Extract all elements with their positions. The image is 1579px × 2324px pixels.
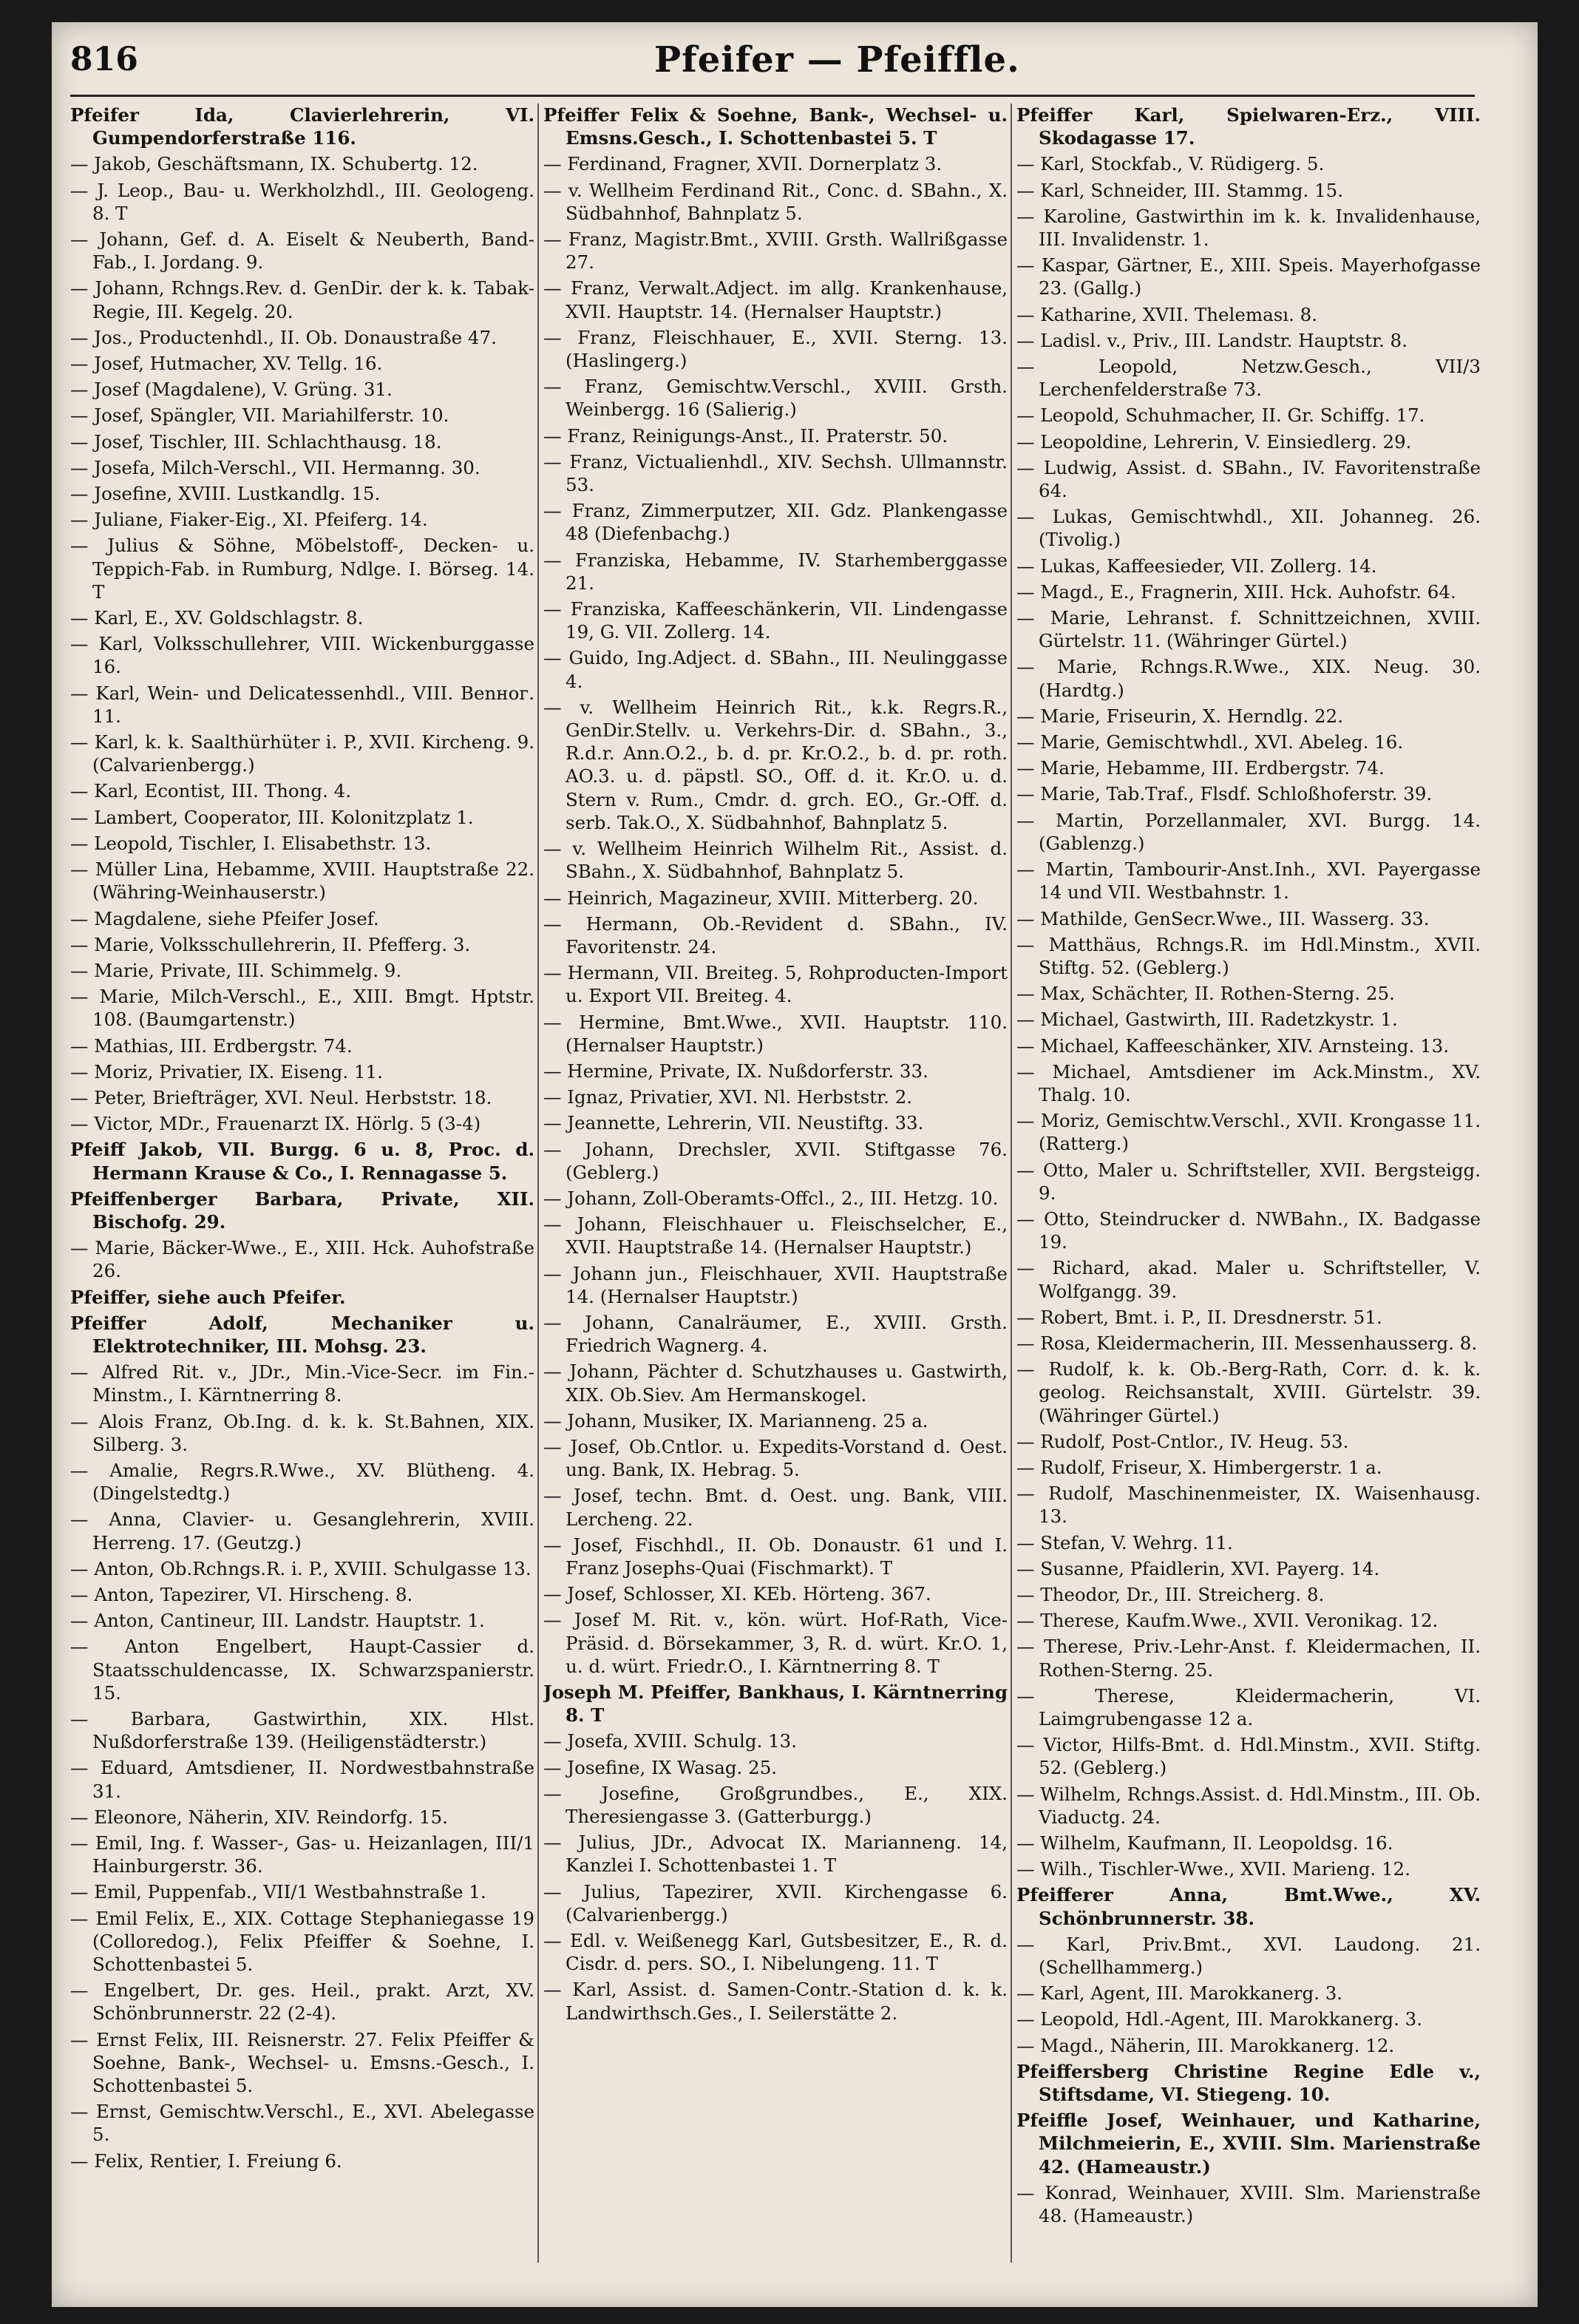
running-head: Pfeifer — Pfeiffle. — [654, 39, 1020, 81]
directory-entry: — Anton, Tapezirer, VI. Hirscheng. 8. — [70, 1583, 413, 1605]
directory-entry: — Emil, Puppenfab., VII/1 Westbahnstraße 1. — [70, 1881, 486, 1903]
directory-entry: — Moriz, Gemischtw.Verschl., XVII. Krongasse 11. (Ratterg.) — [1016, 1110, 1481, 1155]
directory-entry: — Julius, Tapezirer, XVII. Kirchengasse 6. (Calvarienbergg.) — [543, 1880, 1008, 1925]
directory-entry: — Alois Franz, Ob.Ing. d. k. k. St.Bahnen, XIX. Silberg. 3. — [70, 1410, 534, 1455]
directory-entry: — Katharine, XVII. Theleması. 8. — [1016, 303, 1318, 325]
directory-entry: — Eleonore, Näherin, XIV. Reindorfg. 15. — [70, 1806, 448, 1828]
directory-entry: — Anton, Cantineur, III. Landstr. Hauptstr. 1. — [70, 1610, 485, 1632]
directory-entry: — Mathias, III. Erdbergstr. 74. — [70, 1034, 353, 1057]
directory-entry: — Konrad, Weinhauer, XVIII. Slm. Marienstraße 48. (Hameaustr.) — [1016, 2181, 1481, 2227]
directory-entry: — Michael, Kaffeeschänker, XIV. Arnsteing. 13. — [1016, 1034, 1449, 1057]
directory-entry: — Julius, JDr., Advocat IX. Marianneng. 14, Kanzlei I. Schottenbastei 1. T — [543, 1832, 1008, 1877]
directory-entry: — Stefan, V. Wehrg. 11. — [1016, 1531, 1233, 1554]
directory-entry: — Marie, Hebamme, III. Erdbergstr. 74. — [1016, 757, 1385, 779]
directory-entry: — Jos., Productenhdl., II. Ob. Donaustraße 47. — [70, 326, 497, 348]
directory-entry: — Karoline, Gastwirthin im k. k. Invalidenhause, III. Invalidenstr. 1. — [1016, 205, 1481, 251]
directory-entry: — Otto, Maler u. Schriftsteller, XVII. Bergsteigg. 9. — [1016, 1159, 1481, 1204]
directory-entry: — Rudolf, k. k. Ob.-Berg-Rath, Corr. d. k. k. geolog. Reichsanstalt, XVIII. Gürtelstr. 39. (Währinger Gürtel.) — [1016, 1358, 1481, 1426]
directory-entry: — Victor, MDr., Frauenarzt IX. Hörlg. 5 (3-4) — [70, 1113, 481, 1135]
directory-entry: Pfeiffersberg Christine Regine Edle v., Stiftsdame, VI. Stiegeng. 10. — [1016, 2060, 1481, 2106]
directory-entry: — Victor, Hilfs-Bmt. d. Hdl.Minstm., XVII. Stiftg. 52. (Geblerg.) — [1016, 1734, 1481, 1779]
directory-entry: — Lambert, Cooperator, III. Kolonitzplatz 1. — [70, 806, 474, 828]
directory-entry: — Julius & Söhne, Möbelstoff-, Decken- u. Teppich-Fab. in Rumburg, Ndlge. I. Börseg. 14. T — [70, 535, 534, 603]
directory-entry: — Johann, Drechsler, XVII. Stiftgasse 76. (Geblerg.) — [543, 1138, 1008, 1183]
directory-entry: — Marie, Gemischtwhdl., XVI. Abeleg. 16. — [1016, 731, 1404, 753]
directory-entry: — Rudolf, Maschinenmeister, IX. Waisenhausg. 13. — [1016, 1483, 1481, 1528]
directory-entry: — Johann, Fleischhauer u. Fleischselcher, E., XVII. Hauptstraße 14. (Hernalser Hauptstr.) — [543, 1213, 1008, 1258]
directory-entry: — Marie, Tab.Traf., Flsdf. Schloßhoferstr. 39. — [1016, 783, 1433, 805]
directory-entry: — Engelbert, Dr. ges. Heil., prakt. Arzt, XV. Schönbrunnerstr. 22 (2-4). — [70, 1979, 534, 2025]
directory-entry: — Johann, Canalräumer, E., XVIII. Grsth. Friedrich Wagnerg. 4. — [543, 1311, 1008, 1357]
directory-entry: — Johann jun., Fleischhauer, XVII. Hauptstraße 14. (Hernalser Hauptstr.) — [543, 1262, 1008, 1307]
directory-entry: — Leopold, Tischler, I. Elisabethstr. 13. — [70, 832, 432, 854]
directory-entry: — Marie, Friseurin, X. Herndlg. 22. — [1016, 705, 1344, 727]
column-divider — [537, 104, 539, 2263]
directory-entry: — Ignaz, Privatier, XVI. Nl. Herbststr. 2. — [543, 1086, 913, 1108]
directory-entry: — Josefa, Milch-Verschl., VII. Hermanng. 30. — [70, 456, 481, 478]
directory-entry: — Eduard, Amtsdiener, II. Nordwestbahnstraße 31. — [70, 1757, 534, 1802]
directory-entry: — Leopold, Netzw.Gesch., VII/3 Lerchenfelderstraße 73. — [1016, 356, 1481, 401]
directory-entry: — Franziska, Kaffeeschänkerin, VII. Lindengasse 19, G. VII. Zollerg. 14. — [543, 598, 1008, 643]
directory-entry: — J. Leop., Bau- u. Werkholzhdl., III. Geologeng. 8. T — [70, 179, 534, 224]
directory-entry: — Josef M. Rit. v., kön. würt. Hof-Rath, Vice-Präsid. d. Börsekammer, 3, R. d. würt. Kr.O. 1, u. d. würt. Friedr.O., I. Kärntnerring 8. T — [543, 1609, 1008, 1677]
directory-entry: — Barbara, Gastwirthin, XIX. Hlst. Nußdorferstraße 139. (Heiligenstädterstr.) — [70, 1708, 534, 1753]
directory-entry: — Karl, E., XV. Goldschlagstr. 8. — [70, 607, 364, 629]
directory-entry: — Amalie, Regrs.R.Wwe., XV. Blütheng. 4. (Dingelstedtg.) — [70, 1459, 534, 1505]
directory-entry: — Karl, Wein- und Delicatessenhdl., VIII. Benног. 11. — [70, 682, 534, 727]
directory-entry: — Leopold, Hdl.-Agent, III. Marokkanerg. 3. — [1016, 2008, 1423, 2030]
directory-entry: Pfeiff Jakob, VII. Burgg. 6 u. 8, Proc. d. Hermann Krause & Co., I. Rennagasse 5. — [70, 1139, 534, 1184]
directory-entry: — v. Wellheim Ferdinand Rit., Conc. d. SBahn., X. Südbahnhof, Bahnplatz 5. — [543, 179, 1008, 224]
directory-entry: — Emil Felix, E., XIX. Cottage Stephaniegasse 19 (Colloredog.), Felix Pfeiffer & Soehne, I. Schottenbastei 5. — [70, 1907, 534, 1976]
directory-entry: — Ernst Felix, III. Reisnerstr. 27. Felix Pfeiffer & Soehne, Bank-, Wechsel- u. Emsns.-Gesch., I. Schottenbastei 5. — [70, 2028, 534, 2097]
directory-entry: Pfeiffer Karl, Spielwaren-Erz., VIII. Skodagasse 17. — [1016, 104, 1481, 149]
directory-entry: — Jakob, Geschäftsmann, IX. Schubertg. 12. — [70, 153, 478, 175]
directory-entry: — Josef, Schlosser, XI. KEb. Hörteng. 367. — [543, 1583, 931, 1605]
directory-entry: — Josef (Magdalene), V. Grüng. 31. — [70, 379, 393, 401]
directory-entry: — Lukas, Gemischtwhdl., XII. Johanneg. 26. (Tivolig.) — [1016, 506, 1481, 551]
directory-entry: — Wilhelm, Rchngs.Assist. d. Hdl.Minstm., III. Ob. Viaductg. 24. — [1016, 1783, 1481, 1828]
directory-entry: — Max, Schächter, II. Rothen-Sterng. 25. — [1016, 983, 1395, 1005]
directory-entry: — Marie, Rchngs.R.Wwe., XIX. Neug. 30. (Hardtg.) — [1016, 656, 1481, 701]
directory-entry: Pfeiffer, siehe auch Pfeifer. — [70, 1286, 346, 1308]
directory-entry: Joseph M. Pfeiffer, Bankhaus, I. Kärntnerring 8. T — [543, 1681, 1008, 1727]
header-rule — [70, 95, 1475, 97]
directory-entry: — Josef, Fischhdl., II. Ob. Donaustr. 61 und I. Franz Josephs-Quai (Fischmarkt). T — [543, 1534, 1008, 1579]
directory-entry: — Richard, akad. Maler u. Schriftsteller, V. Wolfgangg. 39. — [1016, 1257, 1481, 1302]
column-1 — [70, 104, 534, 2263]
directory-entry: Pfeiffenberger Barbara, Private, XII. Bischofg. 29. — [70, 1188, 534, 1233]
column-3 — [1016, 104, 1481, 2263]
directory-entry: — Johann, Pächter d. Schutzhauses u. Gastwirth, XIX. Ob.Siev. Am Hermanskogel. — [543, 1361, 1008, 1406]
directory-entry: — Josefa, XVIII. Schulg. 13. — [543, 1730, 798, 1752]
directory-entry: Pfeiffer Adolf, Mechaniker u. Elektrotechniker, III. Mohsg. 23. — [70, 1312, 534, 1357]
directory-entry: — Karl, Econtist, III. Thong. 4. — [70, 780, 352, 802]
directory-entry: — v. Wellheim Heinrich Wilhelm Rit., Assist. d. SBahn., X. Südbahnhof, Bahnplatz 5. — [543, 838, 1008, 883]
directory-entry: — Franziska, Hebamme, IV. Starhemberggasse 21. — [543, 549, 1008, 594]
directory-entry: — Franz, Zimmerputzer, XII. Gdz. Plankengasse 48 (Diefenbachg.) — [543, 500, 1008, 545]
directory-entry: — Karl, Volksschullehrer, VIII. Wickenburggasse 16. — [70, 633, 534, 678]
directory-entry: — Leopoldine, Lehrerin, V. Einsiedlerg. 29. — [1016, 430, 1412, 453]
directory-entry: — Franz, Victualienhdl., XIV. Sechsh. Ullmannstr. 53. — [543, 450, 1008, 496]
directory-entry: — Magdalene, siehe Pfeifer Josef. — [70, 907, 379, 929]
directory-entry: — Lukas, Kaffeesieder, VII. Zollerg. 14. — [1016, 555, 1377, 577]
directory-entry: — Josef, Spängler, VII. Mariahilferstr. 10. — [70, 404, 449, 427]
directory-entry: — Hermine, Bmt.Wwe., XVII. Hauptstr. 110. (Hernalser Hauptstr.) — [543, 1011, 1008, 1056]
directory-entry: — Juliane, Fiaker-Eig., XI. Pfeiferg. 14. — [70, 509, 428, 531]
directory-entry: — Josef, Tischler, III. Schlachthausg. 18. — [70, 430, 442, 453]
column-divider — [1011, 104, 1012, 2263]
page-header — [70, 41, 1475, 85]
directory-entry: — Martin, Tambourir-Anst.Inh., XVI. Payergasse 14 und VII. Westbahnstr. 1. — [1016, 858, 1481, 904]
directory-entry: — Therese, Priv.-Lehr-Anst. f. Kleidermachen, II. Rothen-Sterng. 25. — [1016, 1636, 1481, 1681]
directory-entry: — Edl. v. Weißenegg Karl, Gutsbesitzer, E., R. d. Cisdr. d. pers. SO., I. Nibelungeng. 11. T — [543, 1930, 1008, 1975]
directory-entry: — Anna, Clavier- u. Gesanglehrerin, XVIII. Herreng. 17. (Geutzg.) — [70, 1508, 534, 1554]
directory-entry: — Josefine, IX Wasag. 25. — [543, 1756, 778, 1778]
directory-entry: — Josef, techn. Bmt. d. Oest. ung. Bank, VIII. Lercheng. 22. — [543, 1485, 1008, 1530]
directory-entry: — Marie, Bäcker-Wwe., E., XIII. Hck. Auhofstraße 26. — [70, 1237, 534, 1282]
directory-entry: — Josef, Hutmacher, XV. Tellg. 16. — [70, 353, 383, 375]
directory-entry: — Magd., E., Fragnerin, XIII. Hck. Auhofstr. 64. — [1016, 580, 1456, 603]
directory-entry: — Mathilde, GenSecr.Wwe., III. Wasserg. 33. — [1016, 907, 1430, 929]
directory-entry: — Guido, Ing.Adject. d. SBahn., III. Neulinggasse 4. — [543, 647, 1008, 692]
directory-entry: — Johann, Zoll-Oberamts-Offcl., 2., III. Hetzg. 10. — [543, 1187, 999, 1209]
directory-entry: — Franz, Reinigungs-Anst., II. Praterstr. 50. — [543, 424, 948, 447]
directory-entry: — Rudolf, Friseur, X. Himbergerstr. 1 a. — [1016, 1456, 1382, 1478]
directory-entry: — Karl, Schneider, III. Stammg. 15. — [1016, 179, 1344, 201]
directory-entry: Pfeiffle Josef, Weinhauer, und Katharine, Milchmeierin, E., XVIII. Slm. Marienstraße 42. (Hameaustr.) — [1016, 2110, 1481, 2178]
directory-entry: — Karl, Agent, III. Marokkanerg. 3. — [1016, 1982, 1343, 2005]
directory-entry: — Theodor, Dr., III. Streicherg. 8. — [1016, 1583, 1325, 1605]
directory-entry: — Kaspar, Gärtner, E., XIII. Speis. Mayerhofgasse 23. (Gallg.) — [1016, 254, 1481, 299]
directory-entry: — Rudolf, Post-Cntlor., IV. Heug. 53. — [1016, 1430, 1349, 1452]
directory-entry: — Jeannette, Lehrerin, VII. Neustiftg. 33. — [543, 1112, 924, 1134]
page-number: 816 — [70, 41, 138, 78]
directory-entry: — Josef, Ob.Cntlor. u. Expedits-Vorstand d. Oest. ung. Bank, IX. Hebrag. 5. — [543, 1435, 1008, 1481]
directory-entry: — Peter, Briefträger, XVI. Neul. Herbststr. 18. — [70, 1086, 492, 1108]
directory-entry: — Hermann, Ob.-Revident d. SBahn., IV. Favoritenstr. 24. — [543, 912, 1008, 958]
directory-entry: — Franz, Verwalt.Adject. im allg. Krankenhause, XVII. Hauptstr. 14. (Hernalser Hauptstr.) — [543, 277, 1008, 322]
directory-entry: — Ferdinand, Fragner, XVII. Dornerplatz 3. — [543, 153, 943, 175]
directory-entry: — Josefine, Großgrundbes., E., XIX. Theresiengasse 3. (Gatterburgg.) — [543, 1782, 1008, 1828]
directory-entry: — Matthäus, Rchngs.R. im Hdl.Minstm., XVII. Stiftg. 52. (Geblerg.) — [1016, 933, 1481, 978]
directory-entry: — Marie, Volksschullehrerin, II. Pfefferg. 3. — [70, 933, 471, 955]
directory-entry: — Franz, Gemischtw.Verschl., XVIII. Grsth. Weinbergg. 16 (Salierig.) — [543, 376, 1008, 421]
directory-entry: — Alfred Rit. v., JDr., Min.-Vice-Secr. im Fin.-Minstm., I. Kärntnerring 8. — [70, 1361, 534, 1406]
directory-entry: Pfeiffer Felix & Soehne, Bank-, Wechsel- u. Emsns.Gesch., I. Schottenbastei 5. T — [543, 104, 1008, 149]
directory-entry: Pfeifer Ida, Clavierlehrerin, VI. Gumpendorferstraße 116. — [70, 104, 534, 149]
directory-entry: — Hermann, VII. Breiteg. 5, Rohproducten-Import u. Export VII. Breiteg. 4. — [543, 962, 1008, 1007]
directory-entry: — Michael, Gastwirth, III. Radetzkystr. 1. — [1016, 1009, 1398, 1031]
directory-entry: — Felix, Rentier, I. Freiung 6. — [70, 2149, 342, 2172]
directory-entry: Pfeifferer Anna, Bmt.Wwe., XV. Schönbrunnerstr. 38. — [1016, 1884, 1481, 1929]
directory-entry: — Therese, Kleidermacherin, VI. Laimgrubengasse 12 a. — [1016, 1684, 1481, 1730]
directory-entry: — Ludwig, Assist. d. SBahn., IV. Favoritenstraße 64. — [1016, 456, 1481, 502]
directory-entry: — Marie, Milch-Verschl., E., XIII. Bmgt. Hptstr. 108. (Baumgartenstr.) — [70, 986, 534, 1031]
directory-entry: — Therese, Kaufm.Wwe., XVII. Veronikag. 12. — [1016, 1610, 1439, 1632]
directory-entry: — Johann, Gef. d. A. Eiselt & Neuberth, Band-Fab., I. Jordang. 9. — [70, 228, 534, 274]
directory-entry: — Ladisl. v., Priv., III. Landstr. Hauptstr. 8. — [1016, 329, 1407, 351]
directory-entry: — Franz, Fleischhauer, E., XVII. Sterng. 13. (Haslingerg.) — [543, 326, 1008, 372]
directory-entry: — Anton, Ob.Rchngs.R. i. P., XVIII. Schulgasse 13. — [70, 1557, 532, 1579]
directory-entry: — Michael, Amtsdiener im Ack.Minstm., XV. Thalg. 10. — [1016, 1060, 1481, 1105]
directory-entry: — Martin, Porzellanmaler, XVI. Burgg. 14. (Gablenzg.) — [1016, 809, 1481, 854]
directory-entry: — Emil, Ing. f. Wasser-, Gas- u. Heizanlagen, III/1 Hainburgerstr. 36. — [70, 1832, 534, 1877]
directory-entry: — Susanne, Pfaidlerin, XVI. Payerg. 14. — [1016, 1557, 1380, 1579]
directory-entry: — Wilh., Tischler-Wwe., XVII. Marieng. 12. — [1016, 1858, 1410, 1880]
directory-entry: — Moriz, Privatier, IX. Eiseng. 11. — [70, 1060, 383, 1083]
directory-entry: — Karl, Assist. d. Samen-Contr.-Station d. k. k. Landwirthsch.Ges., I. Seilerstätte 2. — [543, 1979, 1008, 2024]
directory-entry: — Johann, Musiker, IX. Marianneng. 25 a. — [543, 1409, 928, 1432]
directory-entry: — Karl, k. k. Saalthürhüter i. P., XVII. Kircheng. 9. (Calvarienbergg.) — [70, 731, 534, 776]
directory-entry: — Karl, Stockfab., V. Rüdigerg. 5. — [1016, 153, 1325, 175]
directory-entry: — Leopold, Schuhmacher, II. Gr. Schiffg. 17. — [1016, 404, 1425, 427]
directory-entry: — Ernst, Gemischtw.Verschl., E., XVI. Abelegasse 5. — [70, 2101, 534, 2146]
directory-entry: — Müller Lina, Hebamme, XVIII. Hauptstraße 22. (Währing-Weinhauserstr.) — [70, 858, 534, 904]
directory-entry: — Hermine, Private, IX. Nußdorferstr. 33. — [543, 1060, 928, 1082]
directory-entry: — Heinrich, Magazineur, XVIII. Mitterberg. 20. — [543, 887, 979, 909]
directory-entry: — Rosa, Kleidermacherin, III. Messenhausserg. 8. — [1016, 1332, 1478, 1354]
directory-entry: — Franz, Magistr.Bmt., XVIII. Grsth. Wallrißgasse 27. — [543, 228, 1008, 274]
directory-entry: — v. Wellheim Heinrich Rit., k.k. Regrs.R., GenDir.Stellv. u. Verkehrs-Dir. d. SBahn., 3., R.d.r. Ann.O.2., b. d. pr. Kr.O.2., b. d. pr. roth. AO.3. u. d. päpstl. SO., Off. d. it. Kr.O. u. d. Stern v. Rum., Cmdr. d. grch. EO., Gr.-Off. d. serb. Tak.O., X. Südbahnhof, Bahnplatz 5. — [543, 696, 1008, 833]
directory-entry: — Anton Engelbert, Haupt-Cassier d. Staatsschuldencasse, IX. Schwarzspanierstr. 15. — [70, 1636, 534, 1704]
directory-entry: — Karl, Priv.Bmt., XVI. Laudong. 21. (Schellhammerg.) — [1016, 1933, 1481, 1979]
directory-entry: — Magd., Näherin, III. Marokkanerg. 12. — [1016, 2034, 1395, 2056]
directory-entry: — Marie, Private, III. Schimmelg. 9. — [70, 959, 402, 981]
column-2 — [543, 104, 1008, 2263]
directory-entry: — Wilhelm, Kaufmann, II. Leopoldsg. 16. — [1016, 1832, 1393, 1854]
directory-entry: — Johann, Rchngs.Rev. d. GenDir. der k. k. Tabak-Regie, III. Kegelg. 20. — [70, 277, 534, 322]
directory-entry: — Otto, Steindrucker d. NWBahn., IX. Badgasse 19. — [1016, 1207, 1481, 1253]
directory-entry: — Josefine, XVIII. Lustkandlg. 15. — [70, 483, 381, 505]
directory-entry: — Robert, Bmt. i. P., II. Dresdnerstr. 51. — [1016, 1306, 1382, 1328]
directory-entry: — Marie, Lehranst. f. Schnittzeichnen, XVIII. Gürtelstr. 11. (Währinger Gürtel.) — [1016, 607, 1481, 652]
